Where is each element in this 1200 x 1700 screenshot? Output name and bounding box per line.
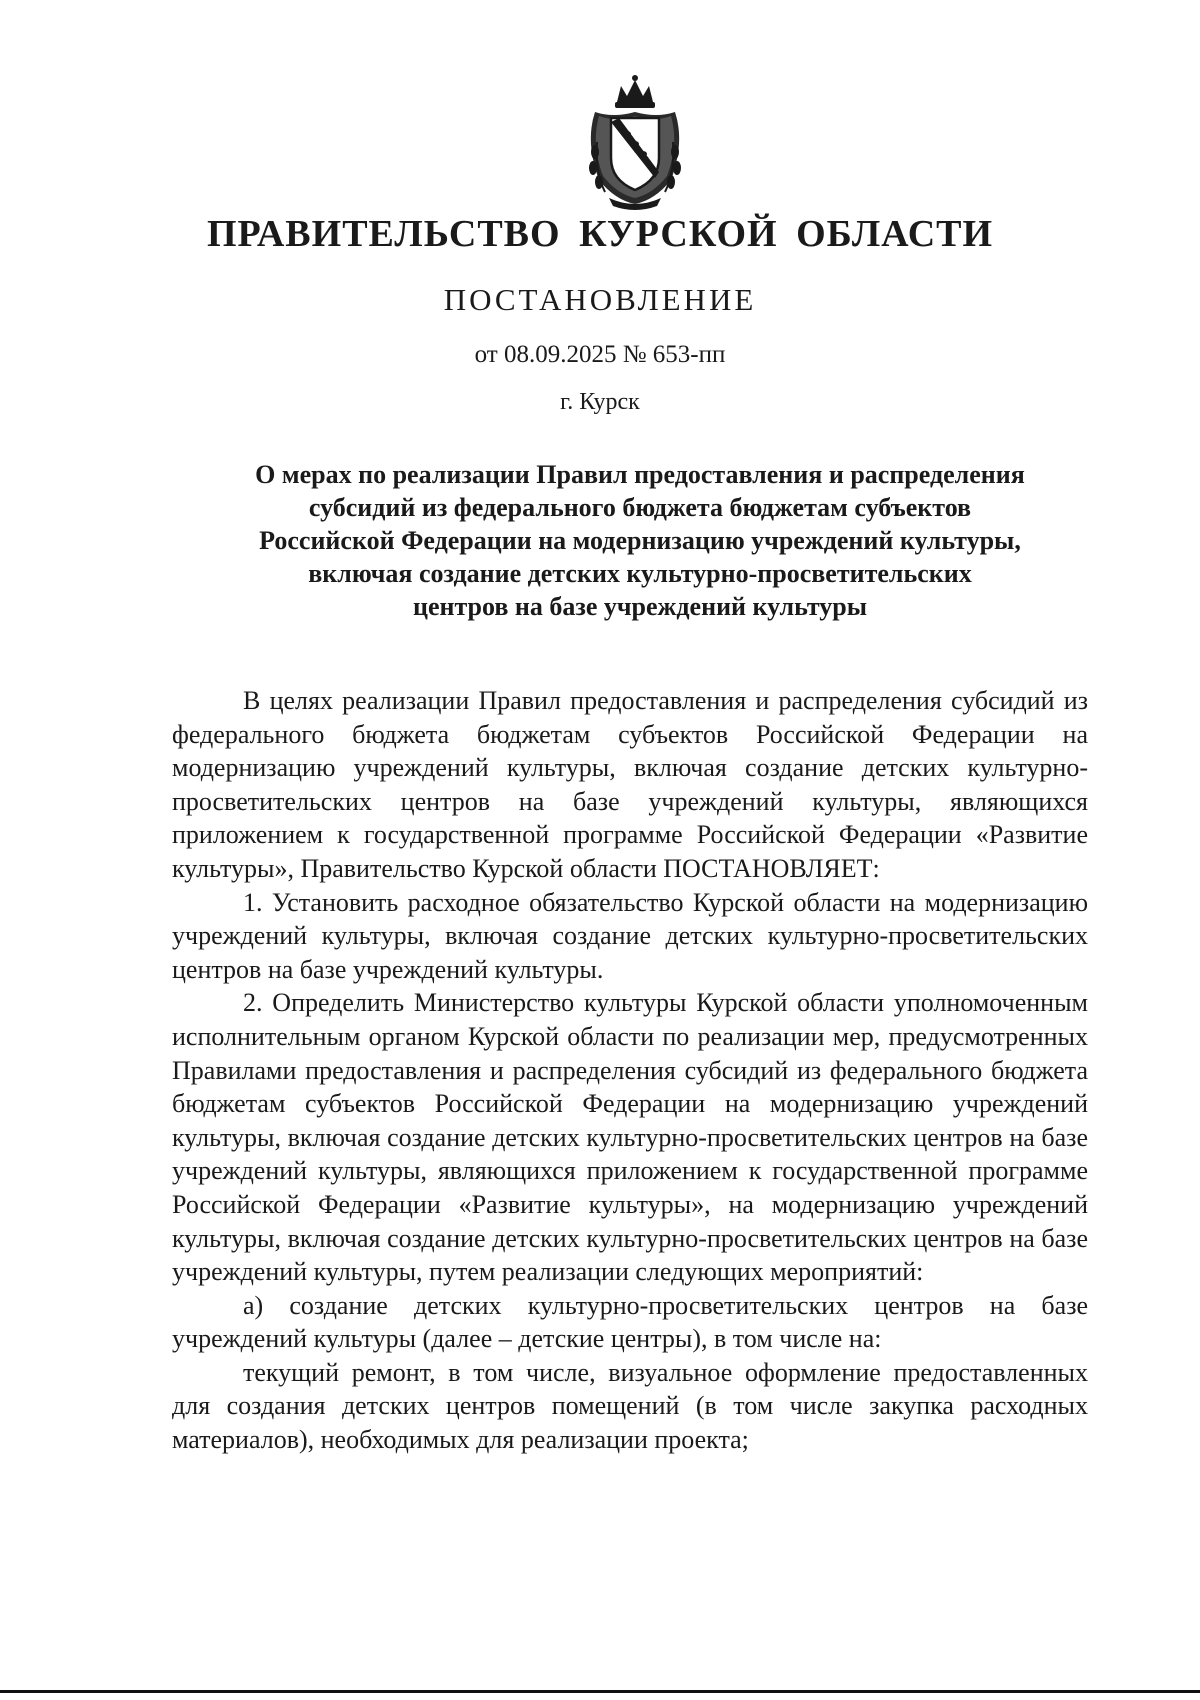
document-subject bbox=[200, 458, 1080, 623]
subject-line: субсидий из федерального бюджета бюджетам субъектов bbox=[308, 493, 972, 522]
document-type: ПОСТАНОВЛЕНИЕ bbox=[443, 282, 757, 317]
government-title: ПРАВИТЕЛЬСТВО КУРСКОЙ ОБЛАСТИ bbox=[206, 213, 994, 255]
preamble-paragraph: В целях реализации Правил предоставления и распределения субсидий из федерального бюджета бюджетам субъектов Российской Федерации на модернизацию учреждений культуры, включая создание детских культурно-просветительских центров на базе учреждений культуры, являющихся приложением к государственной программе Российской Федерации «Развитие культуры», Правительство Курской области ПОСТАНОВЛЯЕТ: bbox=[172, 686, 1088, 883]
subject-line: включая создание детских культурно-просветительских bbox=[308, 559, 972, 588]
subject-line: О мерах по реализации Правил предоставления и распределения bbox=[255, 460, 1025, 489]
document-body bbox=[172, 684, 1088, 1457]
clause-2-paragraph: 2. Определить Министерство культуры Курской области уполномоченным исполнительным органом Курской области по реализации мер, предусмотренных Правилами предоставления и распределения субсидий из федерального бюджета бюджетам субъектов Российской Федерации на модернизацию учреждений культуры, включая создание детских культурно-просветительских центров на базе учреждений культуры, являющихся приложением к государственной программе Российской Федерации «Развитие культуры», на модернизацию учреждений культуры, включая создание детских культурно-просветительских центров на базе учреждений культуры, путем реализации следующих мероприятий: bbox=[172, 988, 1088, 1287]
page-bottom-border bbox=[0, 1690, 1200, 1693]
document-city: г. Курск bbox=[560, 389, 640, 415]
subject-line: центров на базе учреждений культуры bbox=[412, 592, 868, 621]
document-number: от 08.09.2025 № 653-пп bbox=[474, 341, 726, 368]
subject-line: Российской Федерации на модернизацию учреждений культуры, bbox=[259, 526, 1021, 555]
clause-1-paragraph: 1. Установить расходное обязательство Курской области на модернизацию учреждений культуры, включая создание детских культурно-просветительских центров на базе учреждений культуры. bbox=[172, 887, 1088, 984]
clause-2a-paragraph: а) создание детских культурно-просветительских центров на базе учреждений культуры (далее – детские центры), в том числе на: bbox=[172, 1290, 1088, 1354]
kursk-coat-of-arms-icon bbox=[565, 72, 705, 212]
clause-2a-item-paragraph: текущий ремонт, в том числе, визуальное оформление предоставленных для создания детских центров помещений (в том числе закупка расходных материалов), необходимых для реализации проекта; bbox=[172, 1357, 1088, 1455]
